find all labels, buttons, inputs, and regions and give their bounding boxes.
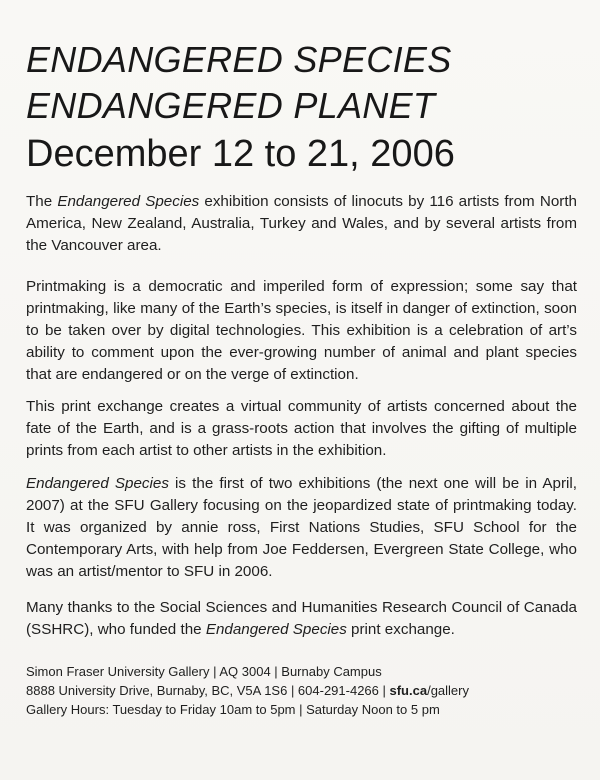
thanks-text-a: Many thanks to the Social Sciences and Humanities Research Council of Canada (SSHRC), who funded the	[26, 599, 577, 638]
website-path: /gallery	[427, 683, 469, 698]
exhibition-dates: December 12 to 21, 2006	[26, 133, 455, 175]
title-line-2: ENDANGERED PLANET	[26, 85, 436, 126]
intro-text-a: The	[26, 193, 58, 210]
address-text: 8888 University Drive, Burnaby, BC, V5A 1S6 | 604-291-4266 |	[26, 683, 390, 698]
exhibition-name: Endangered Species	[205, 621, 347, 638]
thanks-text-b: print exchange.	[346, 621, 455, 638]
gallery-hours: Gallery Hours: Tuesday to Friday 10am to 5pm | Saturday Noon to 5 pm	[26, 702, 440, 717]
gallery-location: Simon Fraser University Gallery | AQ 3004 | Burnaby Campus	[26, 664, 382, 679]
website-domain: sfu.ca	[389, 683, 428, 698]
exhibition-name: Endangered Species	[57, 193, 200, 210]
intro-text-b: exhibition consists of linocuts by 116 artists from North America, New Zealand, Australia, Turkey and Wales, and by several artists from the Vancouver area.	[26, 193, 577, 254]
printmaking-paragraph: Printmaking is a democratic and imperiled form of expression; some say that printmaking, like many of the Earth’s species, is itself in danger of extinction, soon to be taken over by digital technologies. This exhibition is a celebration of art’s ability to comment upon the ever-growing number of animal and plant species that are endangered or on the verge of extinction.	[26, 278, 577, 383]
thanks-paragraph	[26, 597, 577, 641]
print-exchange-paragraph: This print exchange creates a virtual community of artists concerned about the fate of the Earth, and is a grass-roots action that involves the gifting of multiple prints from each artist to other artists in the exhibition.	[26, 398, 577, 459]
exhibition-name: Endangered Species	[26, 475, 169, 492]
title-line-1: ENDANGERED SPECIES	[26, 39, 452, 80]
intro-paragraph	[26, 191, 577, 257]
exhibition-info-paragraph	[26, 473, 577, 583]
gallery-address	[26, 681, 586, 700]
exhibition-info-text: is the first of two exhibitions (the next one will be in April, 2007) at the SFU Gallery focusing on the jeopardized state of printmaking today. It was organized by annie ross, First Nations Studies, SFU School for the Contemporary Arts, with help from Joe Feddersen, Evergreen State College, who was an artist/mentor to SFU in 2006.	[26, 475, 577, 580]
